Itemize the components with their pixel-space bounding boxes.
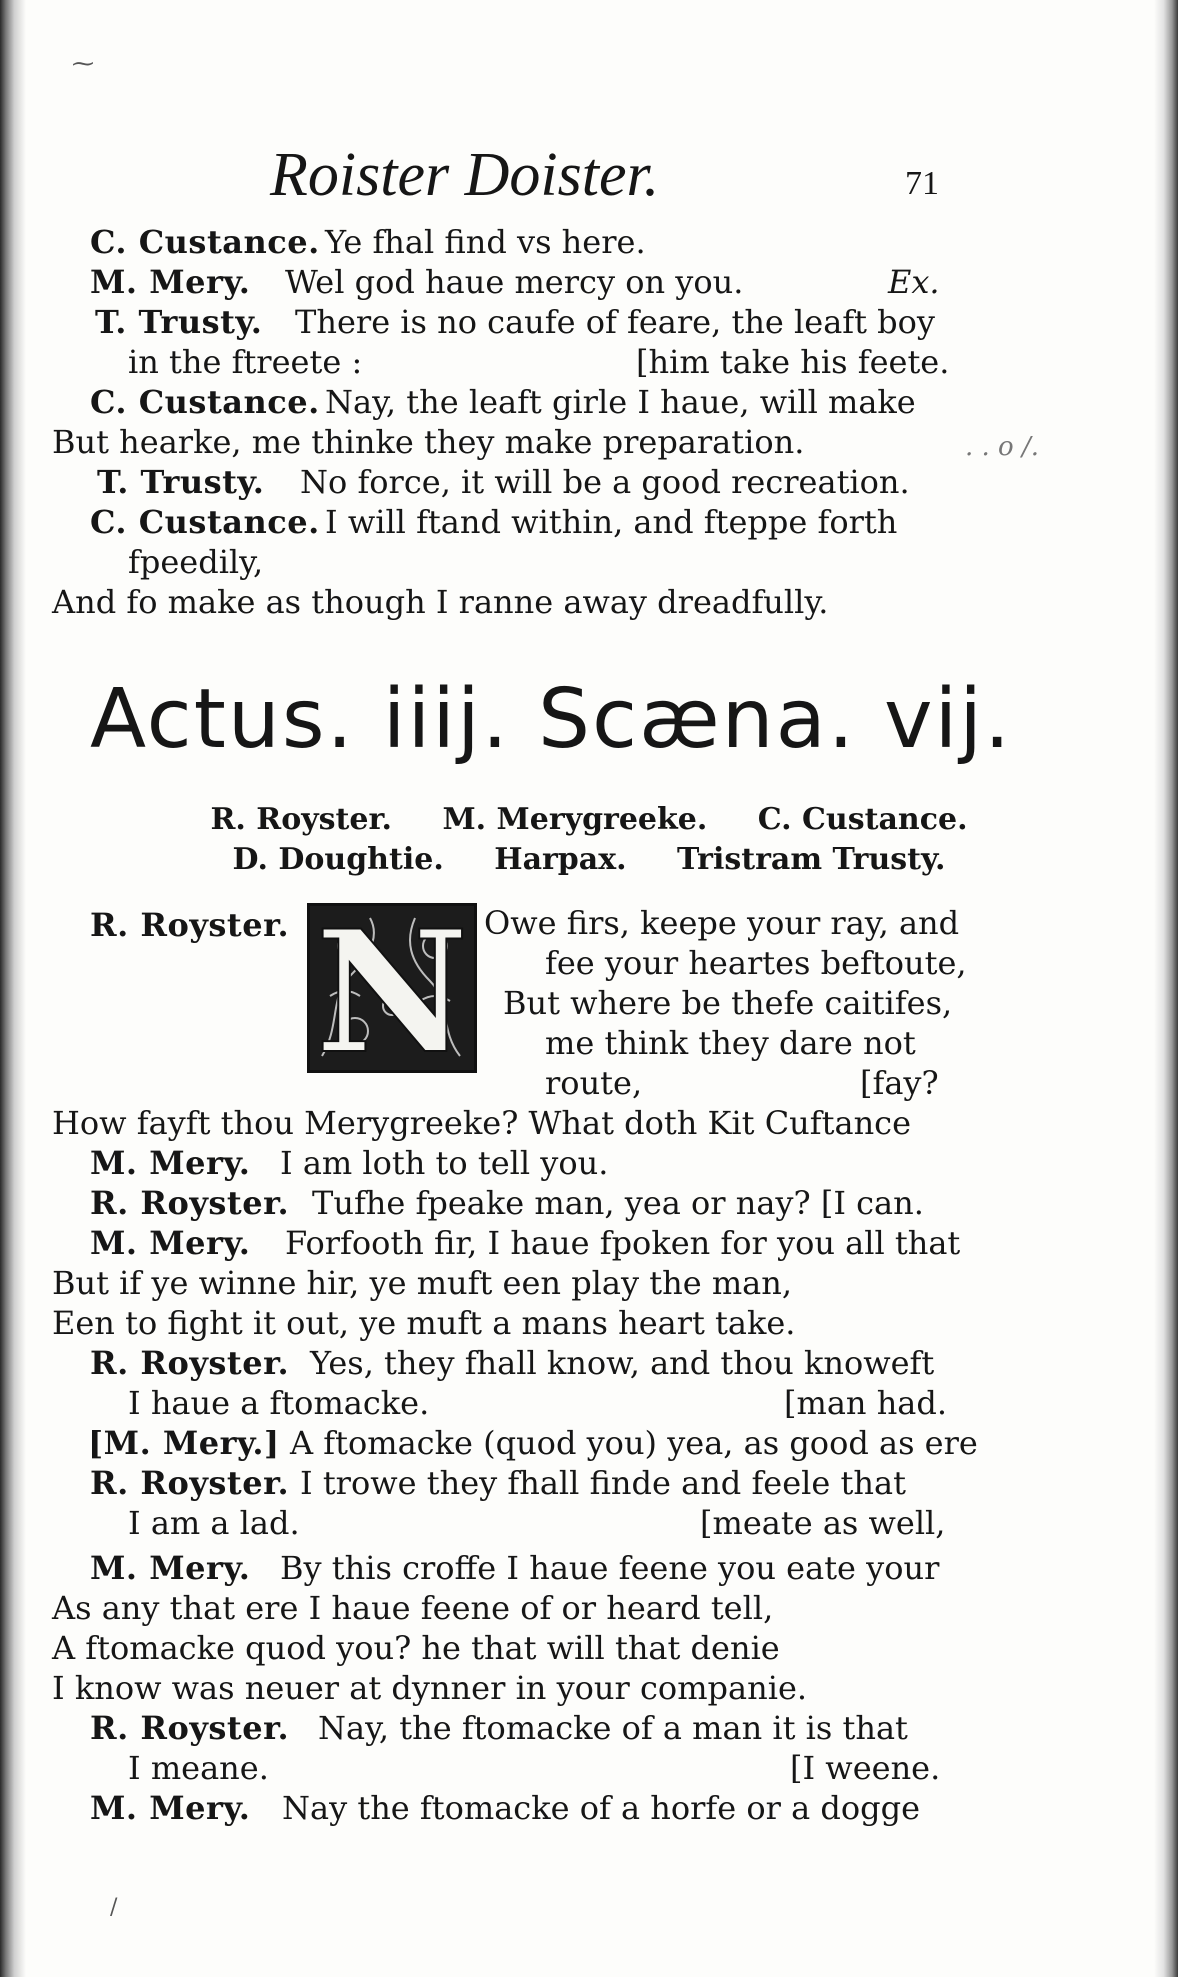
cast-name: Harpax. (494, 842, 627, 877)
verse-line (0, 1588, 1178, 1628)
speaker-label: R. Royster. (90, 1344, 290, 1382)
verse-text: A ftomacke quod you? he that will that denie (52, 1629, 780, 1667)
verse-line (0, 542, 1178, 582)
verse-line (0, 1668, 1178, 1708)
running-head-title: Roister Doister. (270, 141, 660, 209)
cast-name: D. Doughtie. (232, 842, 444, 877)
margin-note: . . o /. (965, 432, 1040, 462)
verse-text: Yes, they fhall know, and thou knoweft (310, 1344, 935, 1382)
verse-text: I am a lad. (128, 1504, 300, 1542)
verse-text: A ftomacke (quod you) yea, as good as ere (290, 1424, 978, 1462)
verse-text: Forfooth fir, I haue fpoken for you all that (285, 1224, 961, 1262)
verse-line (0, 1748, 1178, 1788)
verse-line (0, 983, 1178, 1023)
verse-text: There is no caufe of feare, the leaft boy (295, 303, 935, 341)
verse-text: Nay, the ftomacke of a man it is that (318, 1709, 908, 1747)
speaker-label: R. Royster. (90, 1709, 290, 1747)
turnover-text: [meate as well, (700, 1504, 946, 1542)
verse-text: Een to fight it out, ye muft a mans heart take. (52, 1304, 796, 1342)
verse-text: I haue a ftomacke. (128, 1384, 430, 1422)
cast-list-line (0, 800, 1178, 840)
verse-text: I trowe they fhall finde and feele that (300, 1464, 906, 1502)
verse-line (0, 342, 1178, 382)
verse-line (0, 1343, 1178, 1383)
speaker-label: T. Trusty. (95, 303, 263, 341)
turnover-text: [him take his feete. (636, 343, 950, 381)
verse-line (0, 943, 1178, 983)
verse-line (0, 1143, 1178, 1183)
verse-text: And fo make as though I ranne away dreadfully. (52, 583, 829, 621)
verse-text: in the ftreete : (128, 343, 363, 381)
turnover-text: [I weene. (790, 1749, 941, 1787)
verse-line (0, 582, 1178, 622)
verse-line (0, 1463, 1178, 1503)
verse-text: I am loth to tell you. (280, 1144, 609, 1182)
verse-line (0, 1303, 1178, 1343)
cast-name: C. Custance. (757, 802, 968, 837)
speaker-label: M. Mery. (90, 263, 251, 301)
verse-line (0, 422, 1178, 462)
turnover-text: [man had. (784, 1384, 948, 1422)
verse-text: route, (545, 1064, 643, 1102)
verse-line (0, 1708, 1178, 1748)
verse-text: Wel god haue mercy on you. (285, 263, 744, 301)
verse-text: I know was neuer at dynner in your companie. (52, 1669, 808, 1707)
drop-cap-letter: N (315, 906, 469, 1070)
speaker-label: R. Royster. (90, 1184, 290, 1222)
speaker-label: [M. Mery.] (88, 1424, 280, 1462)
verse-line (0, 1183, 1178, 1223)
verse-line (0, 302, 1178, 342)
verse-line (0, 1023, 1178, 1063)
verse-line (0, 1788, 1178, 1828)
verse-line (0, 1628, 1178, 1668)
verse-text: fee your heartes beftoute, (545, 944, 967, 982)
verse-text: me think they dare not (545, 1024, 916, 1062)
verse-text: Tufhe fpeake man, yea or nay? [I can. (312, 1184, 924, 1222)
speaker-label: R. Royster. (90, 1464, 290, 1502)
speaker-label: T. Trusty. (97, 463, 265, 501)
verse-line (0, 382, 1178, 422)
verse-line (0, 262, 1178, 302)
verse-text: But if ye winne hir, ye muft een play the man, (52, 1264, 793, 1302)
verse-line (0, 1503, 1178, 1543)
verse-line (0, 462, 1178, 502)
act-scene-heading: Actus. iiij. Scæna. vij. (90, 672, 1013, 767)
verse-text: As any that ere I haue feene of or heard tell, (52, 1589, 774, 1627)
speaker-label: R. Royster. (90, 906, 290, 944)
verse-text: Nay, the leaft girle I haue, will make (325, 383, 916, 421)
turnover-text: [fay? (860, 1064, 939, 1102)
verse-line (0, 1548, 1178, 1588)
verse-line (0, 222, 1178, 262)
verse-line (0, 1063, 1178, 1103)
ink-speck: / (110, 1895, 118, 1920)
verse-text: By this croffe I haue feene you eate your (280, 1549, 940, 1587)
verse-text: Ye fhal find vs here. (325, 223, 646, 261)
verse-line (0, 1423, 1178, 1463)
verse-line (0, 1383, 1178, 1423)
speaker-label: C. Custance. (90, 503, 320, 541)
verse-text: fpeedily, (128, 543, 264, 581)
speaker-label: C. Custance. (90, 223, 320, 261)
stage-direction: Ex. (888, 263, 940, 301)
verse-line (0, 1263, 1178, 1303)
verse-text: I will ftand within, and fteppe forth (325, 503, 898, 541)
page-number: 71 (905, 165, 939, 202)
speaker-label: M. Mery. (90, 1144, 251, 1182)
verse-line (0, 903, 1178, 943)
cast-list-line (0, 840, 1178, 880)
speaker-label: M. Mery. (90, 1224, 251, 1262)
verse-line (0, 1103, 1178, 1143)
speaker-label: C. Custance. (90, 383, 320, 421)
verse-text: But hearke, me thinke they make preparation. (52, 423, 805, 461)
verse-text: How fayft thou Merygreeke? What doth Kit Cuftance (52, 1104, 912, 1142)
verse-text: Owe firs, keepe your ray, and (484, 904, 960, 942)
verse-line (0, 502, 1178, 542)
verse-text: I meane. (128, 1749, 269, 1787)
verse-text: But where be thefe caitifes, (503, 984, 953, 1022)
verse-text: No force, it will be a good recreation. (300, 463, 910, 501)
speaker-label: M. Mery. (90, 1549, 251, 1587)
ink-speck: ⁓ (72, 52, 94, 77)
cast-name: Tristram Trusty. (677, 842, 946, 877)
verse-line (0, 1223, 1178, 1263)
verse-text: Nay the ftomacke of a horfe or a dogge (282, 1789, 921, 1827)
cast-name: M. Merygreeke. (442, 802, 708, 837)
speaker-label: M. Mery. (90, 1789, 251, 1827)
cast-name: R. Royster. (210, 802, 392, 837)
